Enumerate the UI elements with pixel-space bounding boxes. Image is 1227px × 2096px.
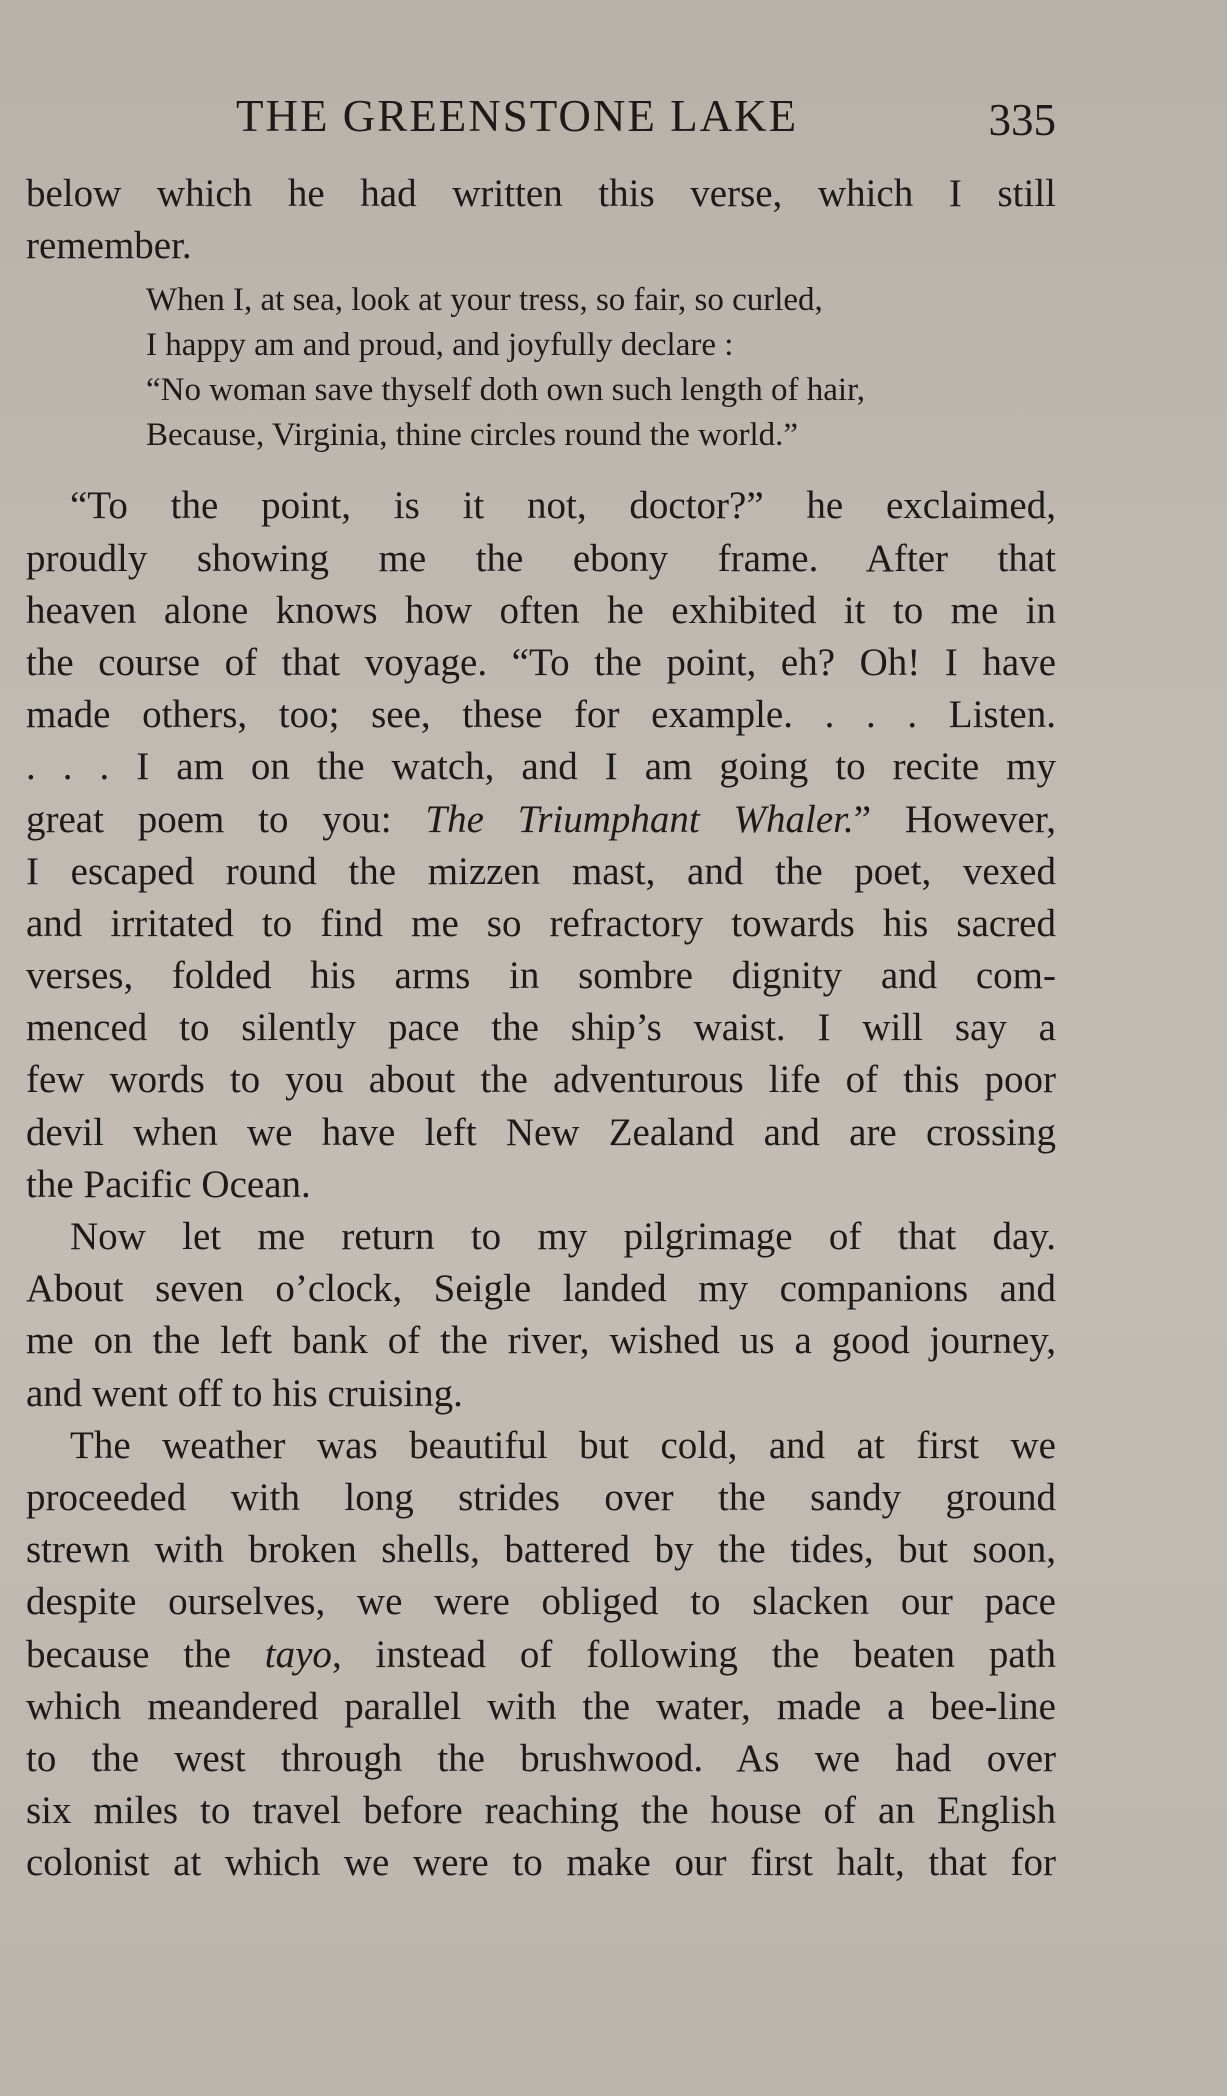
book-page <box>26 0 1056 2096</box>
text-fragment: ” However, <box>853 797 1056 841</box>
running-title: THE GREENSTONE LAKE <box>236 91 799 141</box>
verse-block <box>26 278 1056 458</box>
body-text <box>26 168 1056 1889</box>
text-line: The weather was beautiful but cold, and at first we <box>70 1423 1056 1467</box>
text-fragment: because the <box>26 1632 265 1676</box>
text-line: About seven o’clock, Seigle landed my companions and <box>26 1267 1056 1311</box>
verse-line: When I, at sea, look at your tress, so fair, so curled, <box>146 282 823 319</box>
text-line: proceeded with long strides over the sandy ground <box>26 1475 1056 1519</box>
text-line: remember. <box>26 224 192 268</box>
running-head <box>26 86 1056 146</box>
text-line: and irritated to find me so refractory towards his sacred <box>26 901 1056 945</box>
poem-title-italic: The Triumphant Whaler. <box>425 797 854 841</box>
text-line: verses, folded his arms in sombre dignity and com- <box>26 954 1056 998</box>
text-line: despite ourselves, we were obliged to slacken our pace <box>26 1580 1056 1624</box>
text-line: menced to silently pace the ship’s waist. I will say a <box>26 1006 1056 1050</box>
text-line: six miles to travel before reaching the house of an English <box>26 1789 1056 1833</box>
tayo-italic: tayo <box>264 1632 332 1676</box>
text-line: to the west through the brushwood. As we had over <box>26 1736 1056 1780</box>
text-fragment: , instead of following the beaten path <box>331 1632 1056 1676</box>
text-line: “To the point, is it not, doctor?” he exclaimed, <box>70 484 1056 528</box>
text-line: few words to you about the adventurous life of this poor <box>26 1058 1056 1102</box>
verse-line: “No woman save thyself doth own such length of hair, <box>146 372 866 409</box>
text-line: me on the left bank of the river, wished us a good journey, <box>26 1319 1056 1363</box>
text-line: strewn with broken shells, battered by the tides, but soon, <box>26 1528 1056 1572</box>
text-line: the course of that voyage. “To the point, eh? Oh! I have <box>26 640 1056 684</box>
verse-line: I happy am and proud, and joyfully declare : <box>146 327 734 364</box>
verse-line: Because, Virginia, thine circles round the world.” <box>146 417 799 454</box>
text-line: colonist at which we were to make our first halt, that for <box>26 1841 1056 1885</box>
text-line: proudly showing me the ebony frame. After that <box>26 536 1056 580</box>
text-line: made others, too; see, these for example. . . . Listen. <box>26 693 1056 737</box>
text-line-tayo <box>26 1629 1056 1681</box>
text-line: which meandered parallel with the water, made a bee-line <box>26 1684 1056 1728</box>
text-line: . . . I am on the watch, and I am going to recite my <box>26 745 1056 789</box>
text-line: I escaped round the mizzen mast, and the poet, vexed <box>26 849 1056 893</box>
page-number: 335 <box>988 95 1056 145</box>
text-fragment: great poem to you: <box>26 797 426 841</box>
text-line: Now let me return to my pilgrimage of that day. <box>70 1215 1056 1258</box>
text-line-poem-title <box>26 794 1056 846</box>
text-line: devil when we have left New Zealand and are crossing <box>26 1110 1056 1154</box>
text-line: the Pacific Ocean. <box>26 1162 311 1206</box>
text-line: and went off to his cruising. <box>26 1371 463 1415</box>
text-line: below which he had written this verse, which I still <box>26 172 1056 215</box>
text-line: heaven alone knows how often he exhibited it to me in <box>26 588 1056 632</box>
